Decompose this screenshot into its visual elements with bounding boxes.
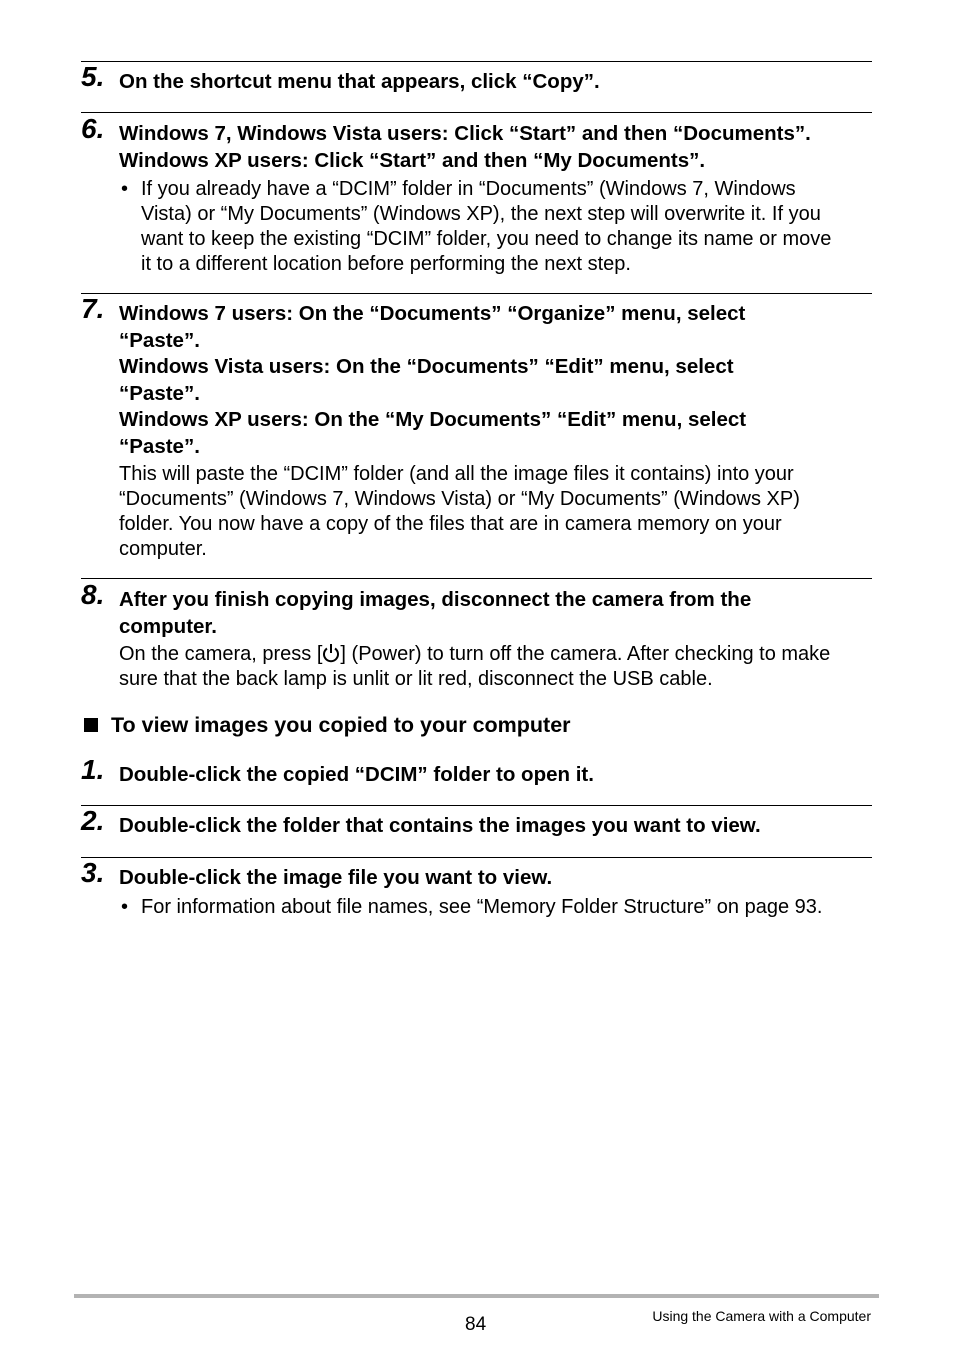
step-number: 3.: [81, 857, 105, 888]
step-6: [81, 113, 876, 277]
divider: [81, 578, 872, 579]
step-5: [81, 61, 876, 96]
step-8: [81, 579, 876, 692]
step-1: [81, 754, 876, 789]
chapter-title: Using the Camera with a Computer: [652, 1308, 871, 1324]
step-heading: computer.: [119, 614, 217, 638]
divider: [81, 293, 872, 294]
step-number: 7.: [81, 293, 105, 324]
step-heading: Windows 7 users: On the “Documents” “Organize” menu, select: [119, 302, 746, 325]
step-heading: Windows XP users: On the “My Documents” “Edit” menu, select: [119, 408, 747, 431]
divider: [81, 857, 872, 858]
square-bullet-icon: [84, 718, 98, 732]
step-2: [81, 805, 876, 840]
step-number: 1.: [81, 754, 105, 785]
step-heading: Windows XP users: Click “Start” and then “My Documents”.: [119, 148, 706, 172]
step-heading: “Paste”.: [119, 328, 200, 352]
page-number: 84: [465, 1314, 487, 1335]
step-heading: Double-click the folder that contains the images you want to view.: [119, 814, 761, 837]
step-heading: Double-click the copied “DCIM” folder to open it.: [119, 763, 594, 786]
step-heading: “Paste”.: [119, 434, 200, 458]
step-description: This will paste the “DCIM” folder (and all the image files it contains) into your “Documents” (Windows 7, Windows Vista) or “My Documents” (Windows XP) folder. You now have a copy of the files that are in camera memory on your computer.: [119, 463, 800, 560]
bullet-note: • If you already have a “DCIM” folder in “Documents” (Windows 7, Windows Vista) or “My Documents” (Windows XP), the next step will overwrite it. If you want to keep the existing “DCIM” folder, you need to change its name or move it to a different location before performing the next step.: [121, 178, 832, 275]
step-heading: “Paste”.: [119, 381, 200, 405]
step-heading: Windows Vista users: On the “Documents” “Edit” menu, select: [119, 355, 734, 378]
divider: [81, 805, 872, 806]
divider: [81, 61, 872, 62]
section-heading: To view images you copied to your computer: [84, 711, 571, 739]
step-number: 8.: [81, 579, 105, 610]
power-icon: [322, 643, 340, 663]
step-3: [81, 857, 876, 920]
step-heading: Double-click the image file you want to view.: [119, 866, 553, 889]
step-description: On the camera, press [ ] (Power) to turn off the camera. After checking to make sure that the back lamp is unlit or lit red, disconnect the USB cable.: [119, 643, 831, 690]
step-heading: Windows 7, Windows Vista users: Click “Start” and then “Documents”.: [119, 122, 811, 145]
divider: [81, 112, 872, 113]
step-number: 6.: [81, 113, 105, 144]
step-number: 2.: [81, 805, 105, 836]
step-heading: On the shortcut menu that appears, click “Copy”.: [119, 70, 600, 93]
footer-divider: [74, 1294, 879, 1298]
step-heading: After you finish copying images, disconnect the camera from the: [119, 588, 752, 611]
step-7: [81, 293, 876, 562]
step-number: 5.: [81, 61, 105, 92]
bullet-note: • For information about file names, see “Memory Folder Structure” on page 93.: [121, 895, 823, 918]
